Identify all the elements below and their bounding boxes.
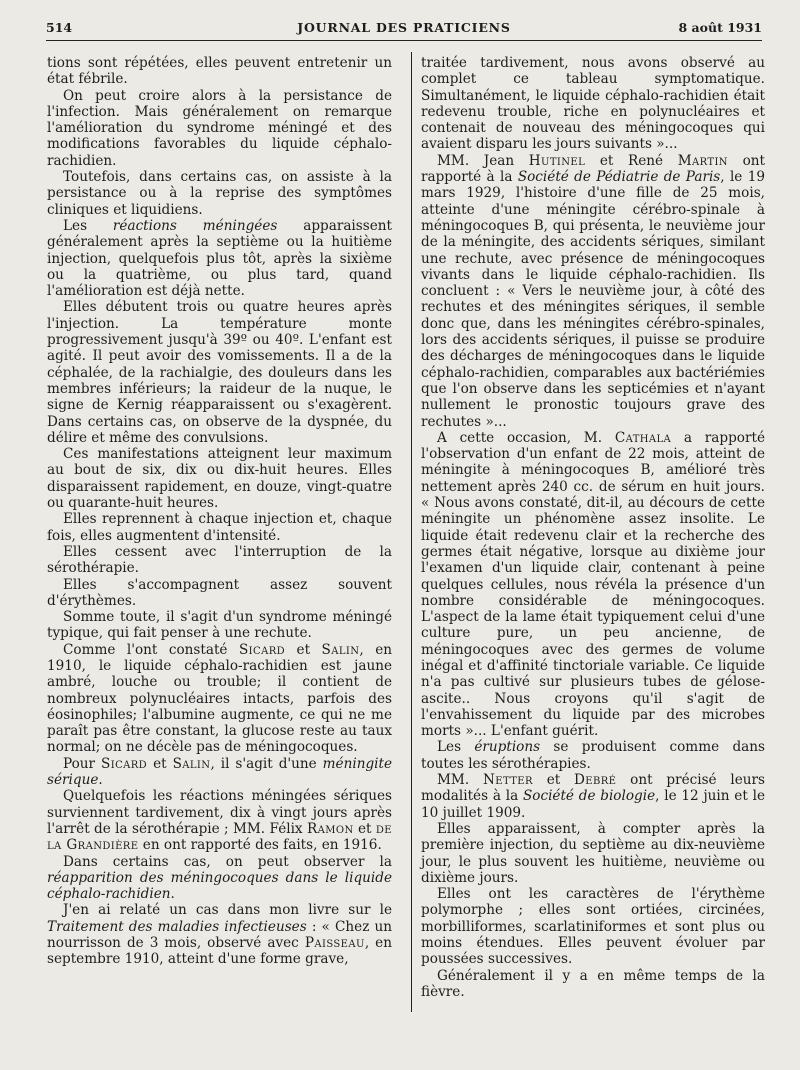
author-name: Cathala (614, 429, 672, 446)
society-name: Société de Pédiatrie de Paris (517, 169, 721, 186)
paragraph: Quelquefois les réactions méningées sériques surviennent tardivement, dix à vingt jours après l'arrêt de la sérothérapie ; MM. Félix Ramon et de la Grandière en ont rapporté des faits, en 1916. (47, 788, 392, 854)
author-name: Debré (574, 772, 617, 789)
author-name: Martin (677, 152, 728, 169)
paragraph: tions sont répétées, elles peuvent entretenir un état fébrile. (47, 55, 392, 88)
paragraph: J'en ai relaté un cas dans mon livre sur le Traitement des maladies infectieuses : « Chez un nourrisson de 3 mois, observé avec Paisseau, en septembre 1910, atteint d'une forme grave, (47, 902, 392, 968)
author-name: Sicard (238, 641, 286, 658)
author-name: de la Grandière (47, 820, 392, 854)
author-name: Sicard (101, 755, 148, 772)
left-column (47, 55, 392, 968)
author-name: Salin (321, 641, 360, 658)
page-header (46, 20, 762, 40)
paragraph: Toutefois, dans certains cas, on assiste à la persistance ou à la reprise des symptômes cliniques et liquidiens. (47, 169, 392, 218)
paragraph: Comme l'ont constaté Sicard et Salin, en 1910, le liquide céphalo-rachidien est jaune ambré, louche ou trouble; il contient de nombreux polynucléaires intacts, parfois des éosinophiles; l'albumine augmente, ce qui ne me paraît pas être constant, la glucose reste au taux normal; on ne décèle pas de méningocoques. (47, 641, 392, 756)
author-name: Paisseau (304, 935, 365, 952)
author-name: Salin (172, 755, 211, 772)
paragraph: Elles reprennent à chaque injection et, chaque fois, elles augmentent d'intensité. (47, 511, 392, 544)
journal-title: JOURNAL DES PRATICIENS (297, 20, 511, 35)
paragraph: MM. Netter et Debré ont précisé leurs modalités à la Société de biologie, le 12 juin et le 10 juillet 1909. (421, 772, 766, 821)
column-divider (411, 52, 412, 1012)
society-name: Société de biologie (522, 788, 656, 805)
paragraph: Dans certains cas, on peut observer la réapparition des méningocoques dans le liquide céphalo-rachidien. (47, 853, 392, 903)
paragraph: traitée tardivement, nous avons observé au complet ce tableau symptomatique. Simultanément, le liquide céphalo-rachidien était redevenu trouble, riche en polynucléaires et contenait de nouveau des méningocoques qui avaient disparu les jours suivants »... (421, 55, 765, 153)
paragraph: Ces manifestations atteignent leur maximum au bout de six, dix ou dix-huit heures. Elles disparaissent rapidement, en douze, vingt-quatre ou quarante-huit heures. (47, 446, 392, 512)
paragraph: Généralement il y a en même temps de la fièvre. (421, 967, 765, 1000)
paragraph: Les réactions méningées apparaissent généralement après la septième ou la huitième injection, quelquefois plus tôt, après la sixième ou la quatrième, ou plus tard, quand l'amélioration est déjà nette. (47, 217, 392, 300)
paragraph: Elles débutent trois ou quatre heures après l'injection. La température monte progressivement jusqu'à 39º ou 40º. L'enfant est agité. Il peut avoir des vomissements. Il a de la céphalée, de la rachialgie, des douleurs dans les membres inférieurs; la raideur de la nuque, le signe de Kernig réapparaissent ou s'exagèrent. Dans certains cas, on observe de la dyspnée, du délire et même des convulsions. (47, 299, 392, 446)
right-column (421, 55, 765, 1000)
paragraph: A cette occasion, M. Cathala a rapporté l'observation d'un enfant de 22 mois, atteint de méningite à méningocoques B, amélioré très nettement après 240 cc. de sérum en huit jours. « Nous avons constaté, dit-il, au décours de cette méningite un phénomène assez insolite. Le liquide était redevenu clair et la recherche des germes était négative, lorsque au dixième jour l'examen d'un liquide clair, contenant à peine quelques cellules, nous révéla la présence d'un nombre considérable de méningocoques. L'aspect de la lame était typiquement celui d'une culture pure, un peu ancienne, de méningocoques avec des germes de volume inégal et d'affinité tinctoriale variable. Ce liquide n'a pas cultivé sur plusieurs tubes de gélose-ascite.. Nous croyons qu'il s'agit de l'envahissement du liquide par des microbes morts »... L'enfant guérit. (421, 429, 765, 740)
paragraph: Somme toute, il s'agit d'un syndrome méningé typique, qui fait penser à une rechute. (47, 609, 392, 642)
paragraph: Elles apparaissent, à compter après la première injection, du septième au dix-neuvième jour, le plus souvent les huitième, neuvième ou dixième jours. (421, 820, 765, 886)
italic-term: méningite sérique (47, 755, 393, 789)
author-name: Netter (482, 772, 533, 789)
header-rule (46, 40, 762, 41)
paragraph: Elles cessent avec l'interruption de la sérothérapie. (47, 543, 392, 577)
paragraph: Elles ont les caractères de l'érythème polymorphe ; elles sont ortiées, circinées, morbilliformes, scarlatiniformes et sont plus ou moins étendues. Elles peuvent évoluer par poussées successives. (421, 886, 765, 968)
italic-term: éruptions (474, 739, 541, 756)
italic-term: réactions méningées (112, 217, 278, 234)
book-title: Traitement des maladies infectieuses (47, 918, 307, 935)
paragraph: On peut croire alors à la persistance de l'infection. Mais généralement on remarque l'amélioration du syndrome méningé et des modifications favorables du liquide céphalo-rachidien. (47, 87, 392, 169)
page-number: 514 (46, 20, 73, 35)
issue-date: 8 août 1931 (678, 20, 762, 35)
paragraph: Les éruptions se produisent comme dans toutes les sérothérapies. (421, 739, 765, 772)
paragraph: MM. Jean Hutinel et René Martin ont rapporté à la Société de Pédiatrie de Paris, le 19 mars 1929, l'histoire d'une fille de 25 mois, atteinte d'une méningite cérébro-spinale à méningocoques B, qui présenta, le neuvième jour de la méningite, des accidents sériques, similant une rechute, avec présence de méningocoques vivants dans le liquide céphalo-rachidien. Ils concluent : « Vers le neuvième jour, à côté des rechutes et des méningites sériques, il semble donc que, dans les méningites cérébro-spinales, lors des accidents sériques, il puisse se produire des décharges de méningocoques dans le liquide céphalo-rachidien, comparables aux bactériémies que l'on observe dans les septicémies et n'ayant nullement le pronostic toujours grave des rechutes »... (421, 152, 765, 430)
author-name: Hutinel (528, 152, 586, 169)
author-name: Ramon (306, 820, 354, 837)
paragraph: Pour Sicard et Salin, il s'agit d'une méningite sérique. (47, 755, 393, 789)
italic-term: réapparition des méningocoques dans le liquide céphalo-rachidien (47, 869, 392, 903)
paragraph: Elles s'accompagnent assez souvent d'érythèmes. (47, 576, 392, 609)
